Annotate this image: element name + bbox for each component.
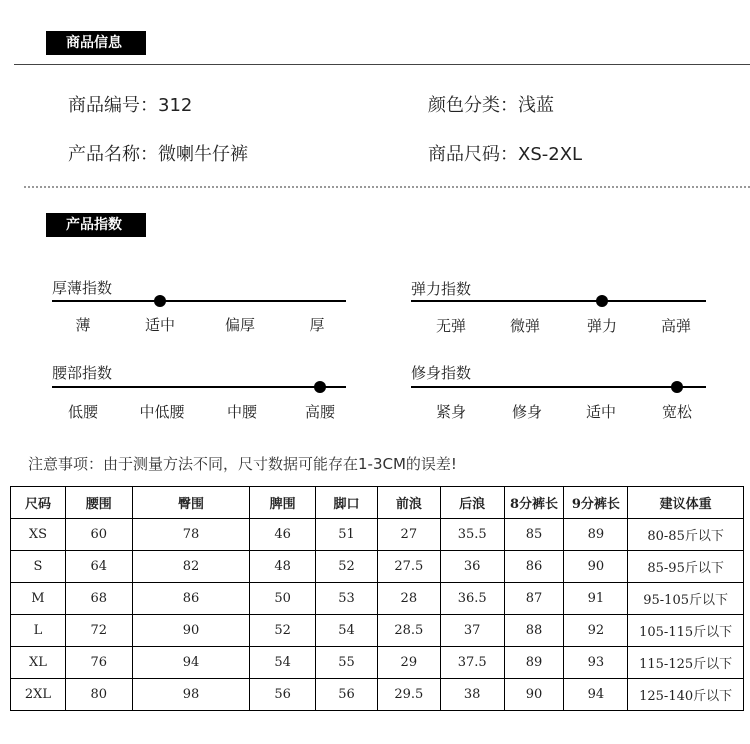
table-row bbox=[11, 647, 744, 679]
table-cell: 115-125斤以下 bbox=[628, 647, 744, 679]
section-dotted-divider bbox=[24, 186, 750, 188]
scale-option: 中低腰 bbox=[139, 403, 185, 421]
table-cell: 60 bbox=[65, 519, 132, 551]
table-cell: 78 bbox=[132, 519, 250, 551]
table-cell: 72 bbox=[65, 615, 132, 647]
table-cell: 54 bbox=[250, 647, 316, 679]
product-index-tag: 产品指数 bbox=[46, 213, 146, 237]
size-table-header: 臀围 bbox=[132, 487, 250, 519]
table-row bbox=[11, 615, 744, 647]
table-cell: XS bbox=[11, 519, 66, 551]
scale-track-waist bbox=[52, 386, 346, 388]
table-cell: XL bbox=[11, 647, 66, 679]
scale-option: 修身 bbox=[511, 403, 542, 421]
table-cell: 2XL bbox=[11, 679, 66, 711]
size-table-header: 8分裤长 bbox=[504, 487, 564, 519]
scale-marker-fit bbox=[671, 381, 683, 393]
size-table-header: 脚口 bbox=[316, 487, 378, 519]
table-cell: 36.5 bbox=[440, 583, 504, 615]
table-cell: 37.5 bbox=[440, 647, 504, 679]
scale-marker-thickness bbox=[154, 295, 166, 307]
table-cell: 89 bbox=[504, 647, 564, 679]
measurement-note: 注意事项：由于测量方法不同，尺寸数据可能存在1-3CM的误差! bbox=[28, 455, 457, 473]
table-cell: 85 bbox=[504, 519, 564, 551]
table-cell: 94 bbox=[132, 647, 250, 679]
table-cell: 27.5 bbox=[377, 551, 440, 583]
product-size-value: XS-2XL bbox=[518, 144, 583, 165]
table-cell: 68 bbox=[65, 583, 132, 615]
table-cell: 28 bbox=[377, 583, 440, 615]
table-cell: 76 bbox=[65, 647, 132, 679]
table-cell: 86 bbox=[132, 583, 250, 615]
product-info-divider bbox=[14, 64, 750, 65]
product-code bbox=[68, 91, 192, 117]
table-cell: 82 bbox=[132, 551, 250, 583]
table-cell: 86 bbox=[504, 551, 564, 583]
scale-title-elasticity: 弹力指数 bbox=[411, 280, 472, 298]
table-row bbox=[11, 519, 744, 551]
product-info-tag: 商品信息 bbox=[46, 31, 146, 55]
table-cell: 46 bbox=[250, 519, 316, 551]
table-cell: 56 bbox=[316, 679, 378, 711]
table-cell: L bbox=[11, 615, 66, 647]
scale-marker-elasticity bbox=[596, 295, 608, 307]
scale-option: 适中 bbox=[144, 316, 175, 334]
table-cell: 50 bbox=[250, 583, 316, 615]
table-cell: 125-140斤以下 bbox=[628, 679, 744, 711]
table-cell: 98 bbox=[132, 679, 250, 711]
table-cell: 48 bbox=[250, 551, 316, 583]
table-row bbox=[11, 551, 744, 583]
table-cell: 29.5 bbox=[377, 679, 440, 711]
table-cell: 29 bbox=[377, 647, 440, 679]
scale-option: 偏厚 bbox=[224, 316, 255, 334]
table-cell: 92 bbox=[564, 615, 628, 647]
table-cell: S bbox=[11, 551, 66, 583]
table-cell: 52 bbox=[250, 615, 316, 647]
product-color-value: 浅蓝 bbox=[518, 95, 554, 116]
table-cell: 105-115斤以下 bbox=[628, 615, 744, 647]
table-cell: 64 bbox=[65, 551, 132, 583]
product-name-value: 微喇牛仔裤 bbox=[158, 144, 248, 165]
size-table-header: 前浪 bbox=[377, 487, 440, 519]
table-cell: 95-105斤以下 bbox=[628, 583, 744, 615]
table-cell: 91 bbox=[564, 583, 628, 615]
table-cell: 56 bbox=[250, 679, 316, 711]
size-table-header: 脾围 bbox=[250, 487, 316, 519]
table-cell: 80-85斤以下 bbox=[628, 519, 744, 551]
table-cell: 54 bbox=[316, 615, 378, 647]
size-table-header: 尺码 bbox=[11, 487, 66, 519]
table-cell: 85-95斤以下 bbox=[628, 551, 744, 583]
scale-title-waist: 腰部指数 bbox=[52, 364, 113, 382]
scale-option: 宽松 bbox=[661, 403, 692, 421]
table-cell: 55 bbox=[316, 647, 378, 679]
scale-title-thickness: 厚薄指数 bbox=[52, 279, 113, 297]
product-size bbox=[428, 140, 582, 166]
product-color-label: 颜色分类： bbox=[428, 95, 518, 116]
table-cell: 53 bbox=[316, 583, 378, 615]
scale-title-fit: 修身指数 bbox=[411, 364, 472, 382]
size-table-header: 腰围 bbox=[65, 487, 132, 519]
table-cell: 93 bbox=[564, 647, 628, 679]
size-table bbox=[10, 486, 744, 711]
size-table-header: 9分裤长 bbox=[564, 487, 628, 519]
table-cell: 90 bbox=[564, 551, 628, 583]
table-cell: 37 bbox=[440, 615, 504, 647]
scale-option: 适中 bbox=[585, 403, 616, 421]
table-cell: 80 bbox=[65, 679, 132, 711]
size-table-header: 建议体重 bbox=[628, 487, 744, 519]
scale-option: 低腰 bbox=[67, 403, 98, 421]
product-name bbox=[68, 140, 248, 166]
scale-marker-waist bbox=[314, 381, 326, 393]
table-cell: 89 bbox=[564, 519, 628, 551]
scale-track-fit bbox=[411, 386, 706, 388]
table-cell: 88 bbox=[504, 615, 564, 647]
size-table-header-row bbox=[11, 487, 744, 519]
table-cell: 87 bbox=[504, 583, 564, 615]
table-cell: 38 bbox=[440, 679, 504, 711]
table-cell: 90 bbox=[132, 615, 250, 647]
table-row bbox=[11, 679, 744, 711]
scale-option: 紧身 bbox=[435, 403, 466, 421]
product-code-value: 312 bbox=[158, 95, 193, 116]
scale-track-elasticity bbox=[411, 300, 706, 302]
product-color bbox=[428, 91, 554, 117]
table-cell: 36 bbox=[440, 551, 504, 583]
table-cell: 94 bbox=[564, 679, 628, 711]
product-code-label: 商品编号： bbox=[68, 95, 158, 116]
scale-option: 微弹 bbox=[509, 317, 540, 335]
table-cell: 27 bbox=[377, 519, 440, 551]
product-name-label: 产品名称： bbox=[68, 144, 158, 165]
scale-option: 弹力 bbox=[586, 317, 617, 335]
scale-option: 薄 bbox=[75, 316, 91, 334]
scale-option: 高弹 bbox=[660, 317, 691, 335]
product-size-label: 商品尺码： bbox=[428, 144, 518, 165]
size-table-header: 后浪 bbox=[440, 487, 504, 519]
table-cell: 28.5 bbox=[377, 615, 440, 647]
scale-option: 无弹 bbox=[435, 317, 466, 335]
table-row bbox=[11, 583, 744, 615]
table-cell: 90 bbox=[504, 679, 564, 711]
scale-option: 厚 bbox=[309, 316, 325, 334]
scale-option: 高腰 bbox=[304, 403, 335, 421]
scale-option: 中腰 bbox=[226, 403, 257, 421]
table-cell: 52 bbox=[316, 551, 378, 583]
table-cell: 35.5 bbox=[440, 519, 504, 551]
scale-track-thickness bbox=[52, 300, 346, 302]
table-cell: M bbox=[11, 583, 66, 615]
table-cell: 51 bbox=[316, 519, 378, 551]
